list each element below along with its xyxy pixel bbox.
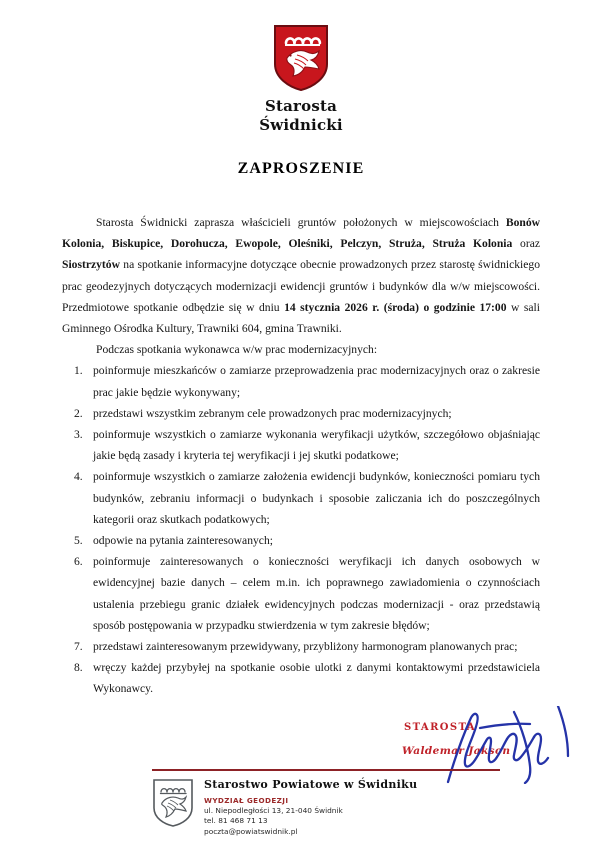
footer-address: ul. Niepodległości 13, 21-040 Świdnik (204, 806, 343, 815)
footer-email: poczta@powiatswidnik.pl (204, 826, 298, 836)
footer-divider (152, 769, 500, 771)
list-lead-paragraph: Podczas spotkania wykonawca w/w prac modernizacyjnych: (96, 343, 378, 357)
list-item: przedstawi wszystkim zebranym cele prowadzonych prac modernizacyjnych; (93, 406, 452, 420)
locality-last-bold: Siostrzytów (62, 258, 120, 272)
stamp-name: Waldemar Jakson (402, 745, 511, 757)
list-item: poinformuje wszystkich o zamiarze założenia ewidencji budynków, konieczności pomiaru tych budynków, zebraniu informacji o budynkach i sposobie zaliczania ich do poszczególnych kategorii oraz skutkach podatkowych; (93, 470, 540, 526)
intro-paragraph (62, 212, 540, 339)
agenda-list (62, 360, 540, 699)
footer-contact (204, 806, 417, 837)
footer (152, 777, 552, 837)
document-title: ZAPROSZENIE (237, 160, 365, 177)
org-title-line-2: Świdnicki (259, 116, 343, 134)
swidnik-coat-of-arms-outline-icon (152, 778, 194, 828)
document-body (62, 212, 540, 700)
list-item: wręczy każdej przybyłej na spotkanie osobie ulotki z danymi kontaktowymi przedstawiciela Wykonawcy. (93, 661, 540, 696)
meeting-datetime-bold: 14 stycznia 2026 r. (środa) o godzinie 17:00 (284, 300, 507, 314)
list-item: poinformuje mieszkańców o zamiarze przeprowadzenia prac modernizacyjnych oraz o zakresie prac jakie będzie wykonywany; (93, 364, 540, 399)
footer-department: WYDZIAŁ GEODEZJI (204, 796, 289, 805)
signature-block (398, 712, 573, 776)
intro-text-mid: oraz (512, 237, 540, 251)
locality-list-bold: Bonów Kolonia, Biskupice, Dorohucza, Ewopole, Oleśniki, Pelczyn, Struża, Struża Kolonia (62, 216, 540, 251)
footer-phone: tel. 81 468 71 13 (204, 816, 268, 826)
list-item: odpowie na pytania zainteresowanych; (93, 534, 273, 548)
swidnik-coat-of-arms-icon (273, 24, 329, 92)
header-crest-container (0, 24, 602, 97)
list-item: poinformuje zainteresowanych o konieczności weryfikacji ich danych osobowych w ewidencyjnej bazie danych – celem m.in. ich poprawnego zawiadomienia o czynnościach ustalenia przebiegu granic działek ewidencyjnych podczas modernizacji - oraz przedstawią sposób postępowania w przypadku stwierdzenia w tym zakresie błędów; (93, 555, 540, 632)
list-item: poinformuje wszystkich o zamiarze wykonania weryfikacji użytków, szczegółowo objaśniając jakie będą zasady i kryteria tej weryfikacji i jej skutki podatkowe; (93, 428, 540, 463)
stamp-title: STAROSTA (404, 722, 476, 733)
meeting-venue-text: w sali Gminnego Ośrodka Kultury, Trawniki 604, gmina Trawniki. (62, 300, 540, 336)
footer-text-block (204, 777, 417, 837)
org-title-line-1: Starosta (264, 97, 338, 115)
page-title (0, 97, 602, 135)
intro-text-post: na spotkanie informacyjne dotyczące obecnie prowadzonych przez starostę świdnickiego prac geodezyjnych dotyczących modernizacji ewidencji gruntów i budynków dla w/w miejscowości. Przedmiotowe spotkanie odbędzie się w dniu (62, 258, 540, 314)
list-item: przedstawi zainteresowanym przewidywany, przybliżony harmonogram planowanych prac; (93, 640, 518, 654)
footer-organization: Starostwo Powiatowe w Świdniku (204, 778, 418, 791)
intro-text-pre: Starosta Świdnicki zaprasza właścicieli gruntów położonych w miejscowościach (96, 216, 506, 229)
